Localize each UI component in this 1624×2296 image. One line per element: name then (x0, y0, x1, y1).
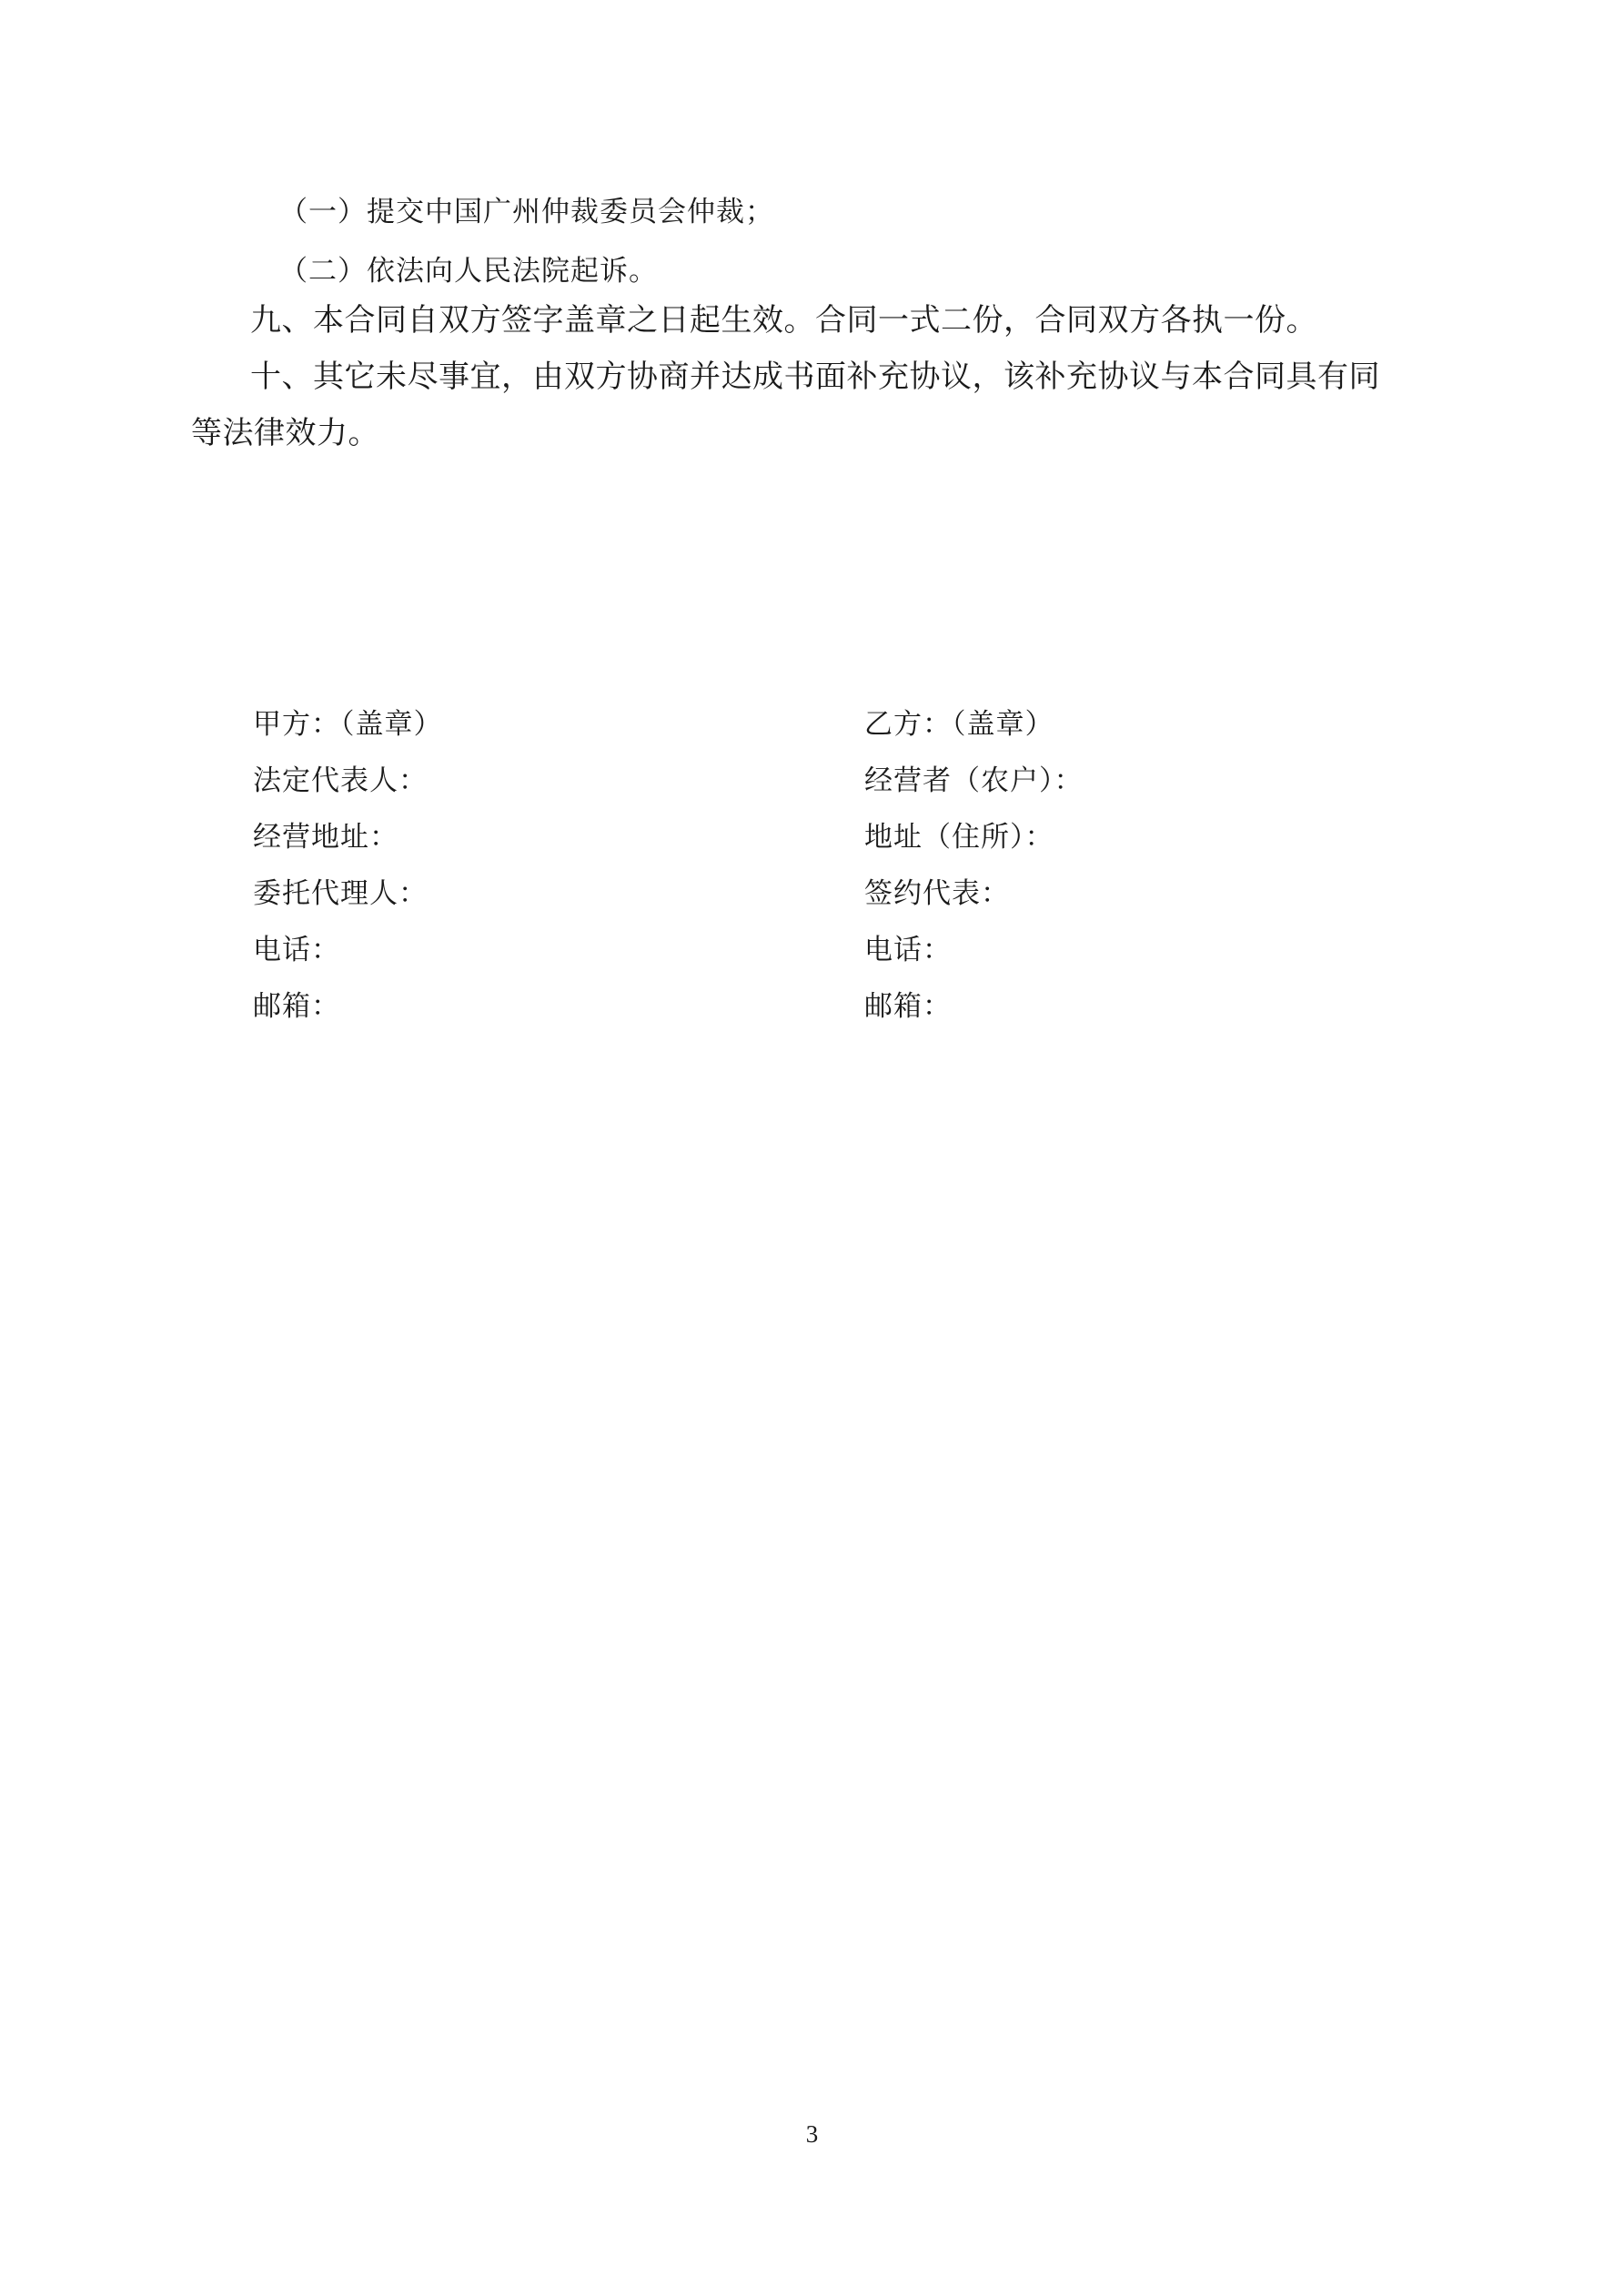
party-b-phone-label: 电话： (864, 934, 952, 966)
party-b-operator-label: 经营者（农户）： (864, 764, 1084, 797)
party-a-email-label: 邮箱： (253, 990, 340, 1023)
party-b-email-label: 邮箱： (864, 990, 952, 1023)
party-a-agent-label: 委托代理人： (253, 877, 428, 910)
litigation-option-2: （二）依法向人民法院起诉。 (279, 255, 658, 288)
page-number: 3 (805, 2120, 819, 2148)
party-a-phone-label: 电话： (253, 934, 340, 966)
clause-10-line-1: 十、其它未尽事宜，由双方协商并达成书面补充协议，该补充协议与本合同具有同 (250, 359, 1380, 395)
party-a-address-label: 经营地址： (253, 821, 398, 854)
party-a-seal-label: 甲方：（盖章） (253, 708, 443, 741)
clause-10-line-2: 等法律效力。 (191, 415, 379, 451)
arbitration-option-1: （一）提交中国广州仲裁委员会仲裁； (279, 196, 774, 228)
party-b-seal-label: 乙方：（盖章） (864, 708, 1054, 741)
party-b-address-label: 地址（住所）： (864, 821, 1054, 854)
party-a-legal-rep-label: 法定代表人： (253, 764, 428, 797)
party-b-representative-label: 签约代表： (864, 877, 1010, 910)
clause-9: 九、本合同自双方签字盖章之日起生效。合同一式二份，合同双方各执一份。 (250, 302, 1317, 339)
